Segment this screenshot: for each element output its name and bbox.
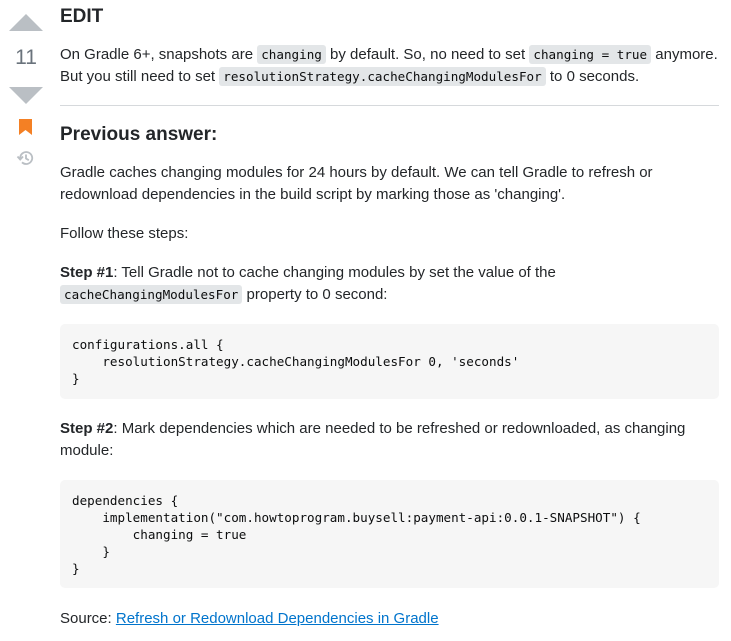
step1-label: Step #1 bbox=[60, 264, 114, 281]
step1-paragraph bbox=[60, 262, 719, 306]
source-label: Source: bbox=[60, 610, 116, 627]
step2-label: Step #2 bbox=[60, 420, 114, 437]
code-block-configurations: configurations.all { resolutionStrategy.cacheChangingModulesFor 0, 'seconds' } bbox=[60, 324, 719, 399]
source-link[interactable]: Refresh or Redownload Dependencies in Gradle bbox=[115, 610, 439, 627]
inline-code-cache-changing: cacheChangingModulesFor bbox=[60, 285, 242, 304]
history-icon[interactable] bbox=[16, 148, 36, 168]
inline-code-changing: changing bbox=[257, 45, 326, 64]
edit-heading: EDIT bbox=[60, 6, 104, 27]
intro-paragraph: Gradle caches changing modules for 24 hours by default. We can tell Gradle to refresh or redownload dependencies in the build script by marking those as 'changing'. bbox=[60, 164, 653, 203]
inline-code-changing-true: changing = true bbox=[529, 45, 651, 64]
edit-text-3: anymore. But you still need to set bbox=[60, 46, 718, 85]
edit-text-1: On Gradle 6+, snapshots are bbox=[60, 46, 258, 63]
follow-paragraph: Follow these steps: bbox=[60, 225, 189, 242]
step2-text-1: : Mark dependencies which are needed to be refreshed or redownloaded, as changing module: bbox=[60, 420, 686, 459]
previous-answer-heading: Previous answer: bbox=[60, 124, 218, 145]
inline-code-resolution-strategy: resolutionStrategy.cacheChangingModulesFor bbox=[219, 67, 545, 86]
code-block-dependencies: dependencies { implementation("com.howtoprogram.buysell:payment-api:0.0.1-SNAPSHOT") { changing = true } } bbox=[60, 480, 719, 588]
divider bbox=[60, 105, 719, 106]
upvote-arrow-icon[interactable] bbox=[9, 14, 43, 31]
bookmark-icon[interactable] bbox=[19, 119, 32, 135]
downvote-arrow-icon[interactable] bbox=[9, 87, 43, 104]
edit-text-4: to 0 seconds. bbox=[545, 68, 640, 85]
step1-text-1: : Tell Gradle not to cache changing modules by set the value of the bbox=[113, 264, 556, 281]
step1-text-2: property to 0 second: bbox=[242, 286, 388, 303]
source-paragraph bbox=[60, 608, 719, 630]
vote-count: 11 bbox=[15, 46, 37, 69]
edit-paragraph bbox=[60, 44, 719, 88]
step2-paragraph bbox=[60, 418, 719, 462]
edit-text-2: by default. So, no need to set bbox=[325, 46, 530, 63]
